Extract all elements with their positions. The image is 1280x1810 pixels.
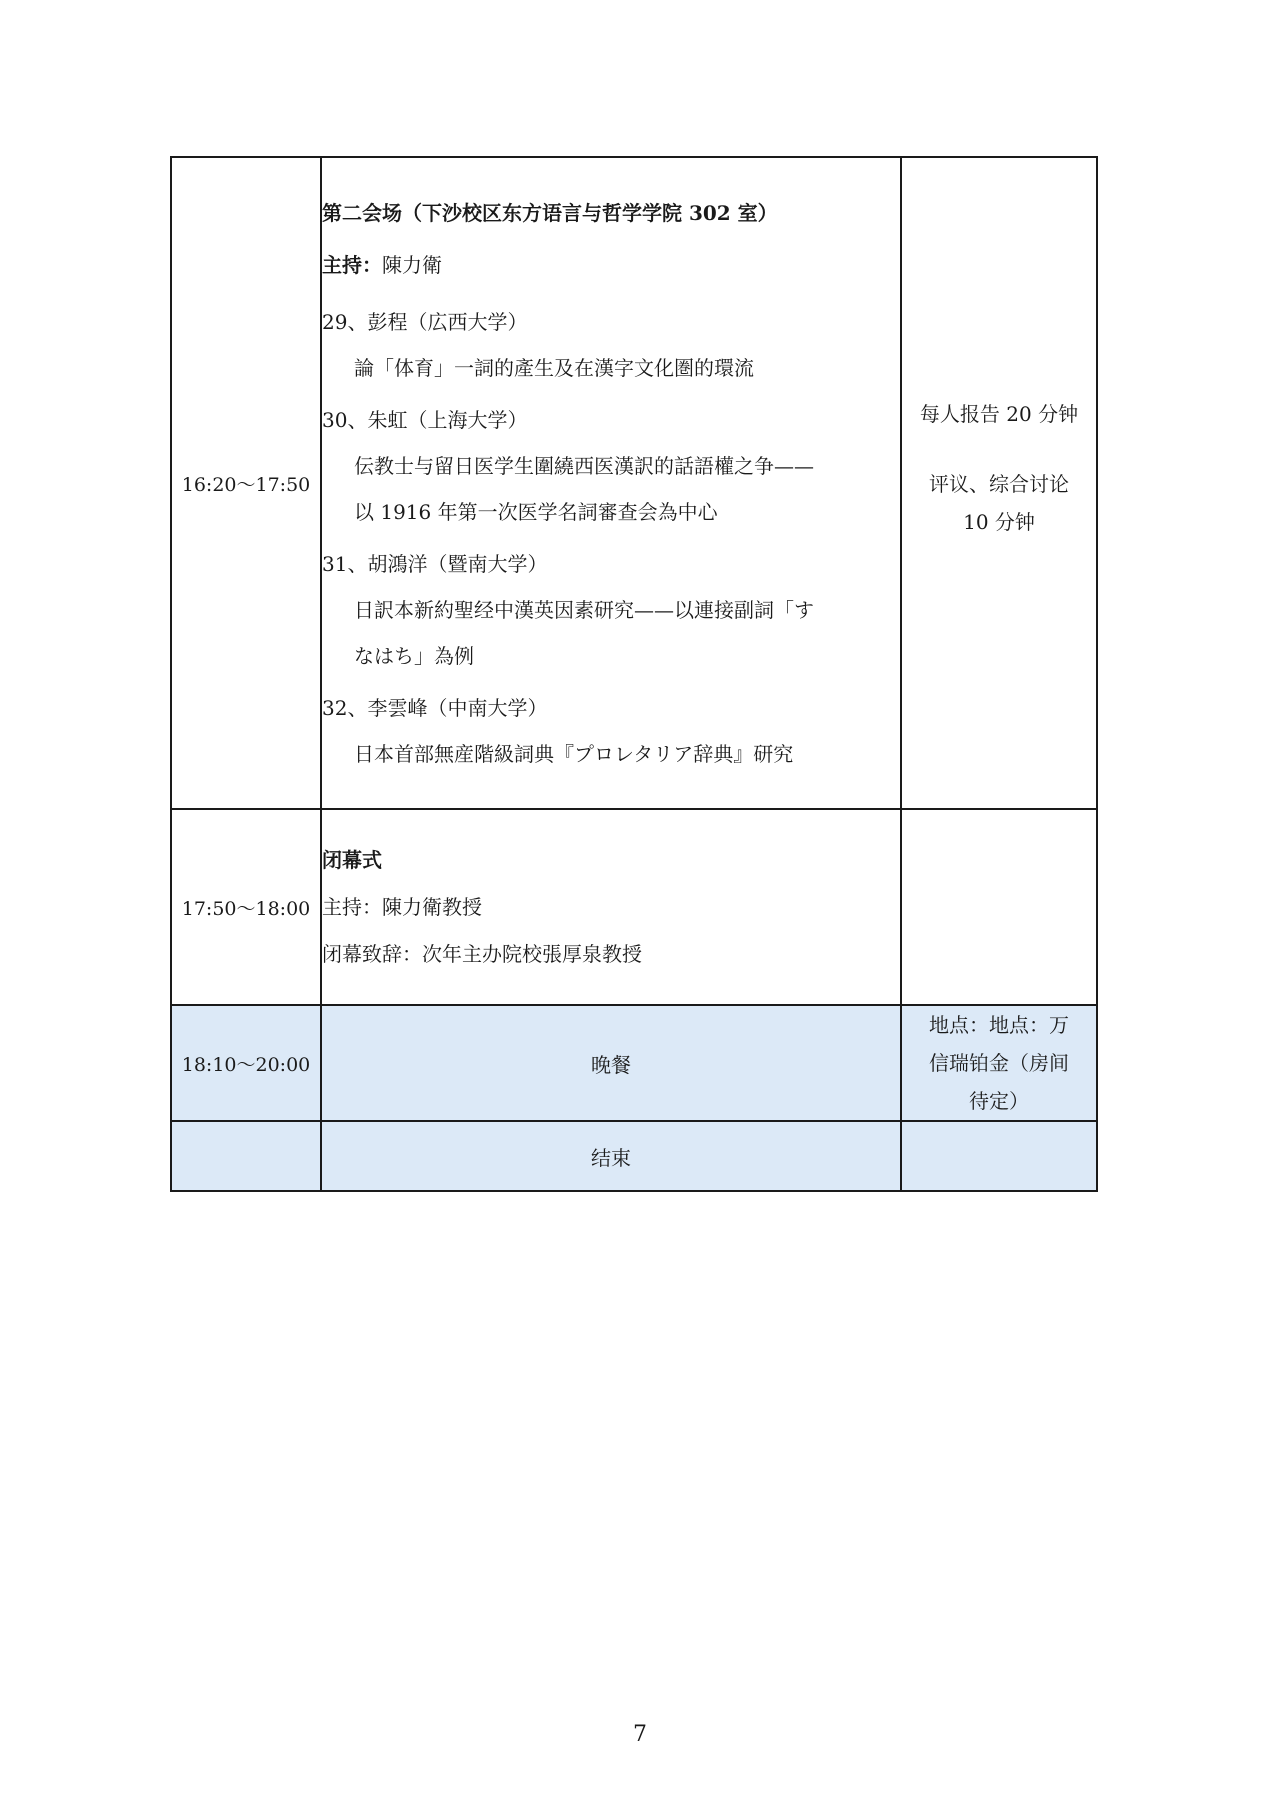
closing-title: 闭幕式 bbox=[322, 847, 382, 872]
page-number: 7 bbox=[633, 1722, 647, 1747]
paper-author: 31、胡鴻洋（暨南大学） bbox=[322, 552, 548, 576]
dinner-label: 晚餐 bbox=[321, 1005, 901, 1121]
host-name: 陳力衛 bbox=[382, 253, 442, 277]
end-note bbox=[901, 1121, 1097, 1191]
schedule-table bbox=[170, 156, 1098, 1192]
note-discussion: 评议、综合讨论 bbox=[929, 472, 1069, 496]
venue-title: 第二会场（下沙校区东方语言与哲学学院 302 室） bbox=[322, 201, 778, 225]
dinner-time: 18:10～20:00 bbox=[171, 1005, 321, 1121]
paper-item bbox=[322, 685, 900, 777]
closing-speech: 闭幕致辞：次年主办院校張厚泉教授 bbox=[322, 941, 642, 966]
paper-item bbox=[322, 299, 900, 391]
paper-item bbox=[322, 397, 900, 535]
end-time bbox=[171, 1121, 321, 1191]
dinner-location: 地点：地点：万 信瑞铂金（房间 待定） bbox=[901, 1005, 1097, 1121]
host-label: 主持： bbox=[322, 253, 382, 277]
paper-author: 32、李雲峰（中南大学） bbox=[322, 696, 548, 720]
closing-host: 主持：陳力衛教授 bbox=[322, 894, 482, 919]
dinner-row bbox=[171, 1005, 1097, 1121]
session-host bbox=[322, 237, 900, 293]
paper-title: 日本首部無産階級詞典『プロレタリア辞典』研究 bbox=[354, 742, 794, 766]
closing-content bbox=[321, 809, 901, 1005]
end-label: 结束 bbox=[321, 1121, 901, 1191]
paper-item bbox=[322, 541, 900, 679]
session-note bbox=[901, 157, 1097, 809]
paper-title-cont: 以 1916 年第一次医学名詞審查会為中心 bbox=[354, 500, 718, 524]
closing-row bbox=[171, 809, 1097, 1005]
note-discussion-time: 10 分钟 bbox=[963, 510, 1035, 534]
closing-time: 17:50～18:00 bbox=[171, 809, 321, 1005]
session-time: 16:20～17:50 bbox=[171, 157, 321, 809]
note-report-time: 每人报告 20 分钟 bbox=[919, 402, 1079, 426]
paper-title: 日訳本新約聖经中漢英因素研究——以連接副詞「す bbox=[354, 598, 814, 622]
session-row bbox=[171, 157, 1097, 809]
paper-author: 30、朱虹（上海大学） bbox=[322, 408, 528, 432]
paper-author: 29、彭程（広西大学） bbox=[322, 310, 528, 334]
end-row bbox=[171, 1121, 1097, 1191]
paper-title-cont: なはち」為例 bbox=[354, 644, 474, 668]
paper-title: 伝教士与留日医学生圍繞西医漢訳的話語權之争—— bbox=[354, 454, 814, 478]
paper-title: 論「体育」一詞的產生及在漢字文化圏的環流 bbox=[354, 356, 754, 380]
session-content bbox=[321, 157, 901, 809]
closing-note bbox=[901, 809, 1097, 1005]
